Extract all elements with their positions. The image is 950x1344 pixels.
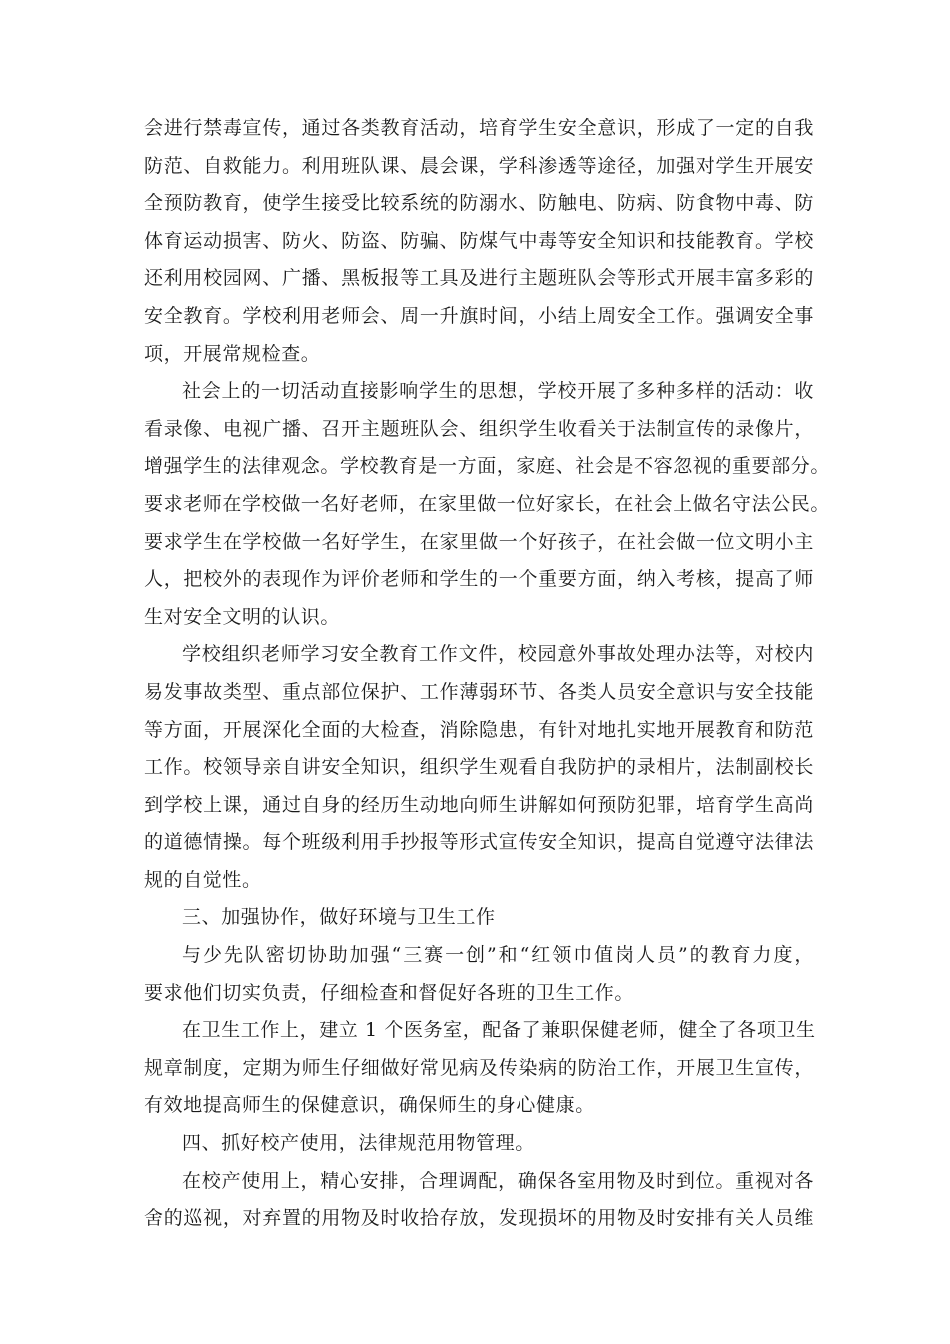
text-line: 项，开展常规检查。 [144,342,321,365]
text-line: 在卫生工作上，建立 1 个医务室，配备了兼职保健老师，健全了各项卫生 [182,1019,816,1042]
text-line: 全预防教育，使学生接受比较系统的防溺水、防触电、防病、防食物中毒、防 [144,192,814,215]
text-line: 与少先队密切协助加强“三赛一创”和“红领巾值岗人员”的教育力度， [182,944,814,967]
text-line: 增强学生的法律观念。学校教育是一方面，家庭、社会是不容忽视的重要部分。 [144,455,831,478]
text-line: 在校产使用上，精心安排，合理调配，确保各室用物及时到位。重视对各 [182,1169,814,1192]
text-line: 体育运动损害、防火、防盗、防骗、防煤气中毒等安全知识和技能教育。学校 [144,229,814,252]
text-line: 还利用校园网、广播、黑板报等工具及进行主题班队会等形式开展丰富多彩的 [144,267,814,290]
paragraph [144,1125,814,1163]
text-line: 生对安全文明的认识。 [144,605,341,628]
text-line: 要求学生在学校做一名好学生，在家里做一个好孩子，在社会做一位文明小主 [144,530,814,553]
paragraph [144,636,814,899]
document-body [144,110,831,1238]
text-line: 到学校上课，通过自身的经历生动地向师生讲解如何预防犯罪，培育学生高尚 [144,793,814,816]
text-line: 防范、自救能力。利用班队课、晨会课，学科渗透等途径，加强对学生开展安 [144,154,814,177]
paragraph [144,899,814,937]
paragraph [144,1012,814,1125]
paragraph [144,937,814,1012]
text-line: 学校组织老师学习安全教育工作文件，校园意外事故处理办法等，对校内 [182,643,814,666]
text-line: 社会上的一切活动直接影响学生的思想，学校开展了多种多样的活动：收 [182,380,814,403]
text-line: 规章制度，定期为师生仔细做好常见病及传染病的防治工作，开展卫生宣传， [144,1056,814,1079]
text-line: 舍的巡视，对弃置的用物及时收拾存放，发现损坏的用物及时安排有关人员维 [144,1207,814,1230]
text-line: 三、加强协作，做好环境与卫生工作 [182,906,496,929]
paragraph [144,1163,814,1238]
text-line: 规的自觉性。 [144,868,262,891]
text-line: 易发事故类型、重点部位保护、工作薄弱环节、各类人员安全意识与安全技能 [144,680,814,703]
text-line: 要求他们切实负责，仔细检查和督促好各班的卫生工作。 [144,981,635,1004]
text-line: 会进行禁毒宣传，通过各类教育活动，培育学生安全意识，形成了一定的自我 [144,117,814,139]
paragraph [144,373,831,636]
text-line: 等方面，开展深化全面的大检查，消除隐患，有针对地扎实地开展教育和防范 [144,718,814,741]
text-line: 要求老师在学校做一名好老师，在家里做一位好家长，在社会上做名守法公民。 [144,492,831,515]
text-line: 有效地提高师生的保健意识，确保师生的身心健康。 [144,1094,595,1117]
text-line: 安全教育。学校利用老师会、周一升旗时间，小结上周安全工作。强调安全事 [144,304,814,327]
text-line: 工作。校领导亲自讲安全知识，组织学生观看自我防护的录相片，法制副校长 [144,756,814,779]
text-line: 人，把校外的表现作为评价老师和学生的一个重要方面，纳入考核，提高了师 [144,568,814,591]
text-line: 看录像、电视广播、召开主题班队会、组织学生收看关于法制宣传的录像片， [144,417,814,440]
paragraph [144,110,814,373]
text-line: 四、抓好校产使用，法律规范用物管理。 [182,1132,535,1155]
text-line: 的道德情操。每个班级利用手抄报等形式宣传安全知识，提高自觉遵守法律法 [144,831,814,854]
